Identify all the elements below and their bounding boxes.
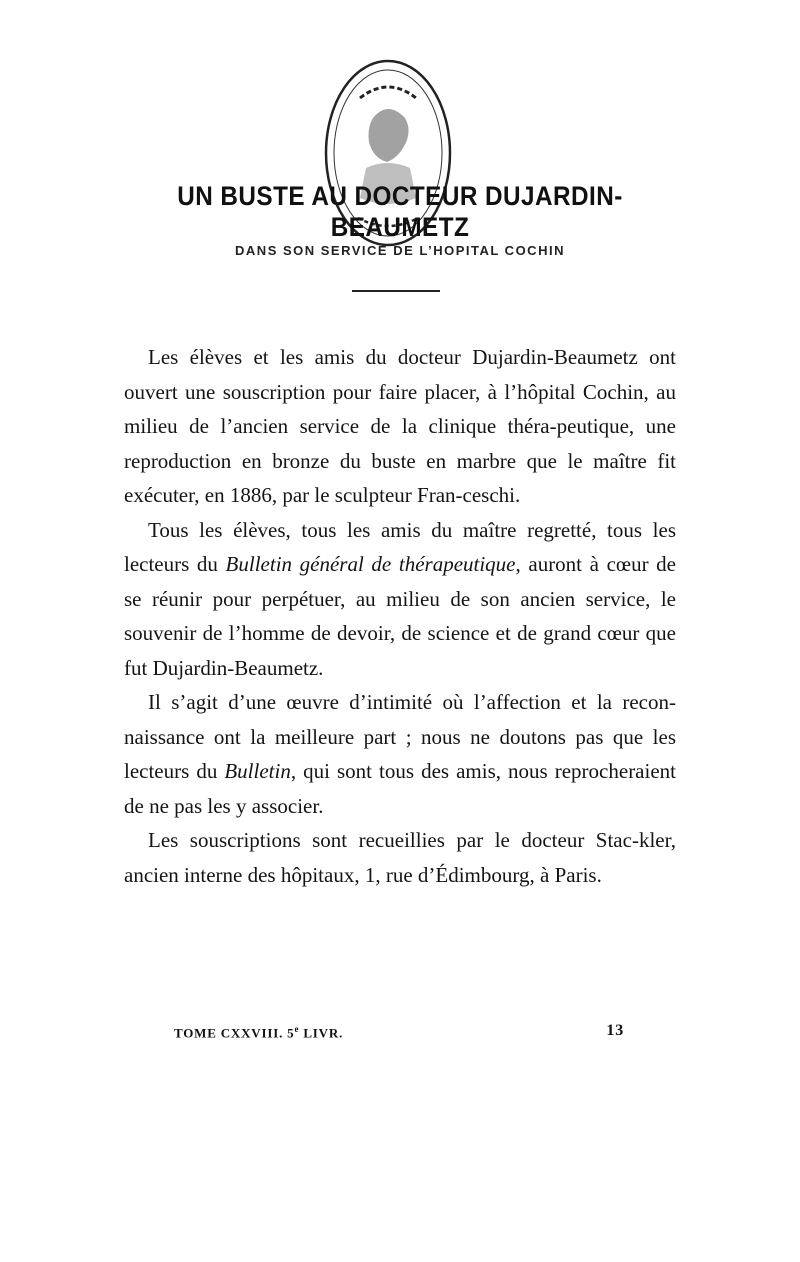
signature-mark (174, 1024, 343, 1041)
journal-title: Bulletin (224, 759, 291, 783)
signature-text: TOME CXXVIII. 5 (174, 1025, 295, 1041)
paragraph-text: , qui sont tous des amis, nous reprocheraient de ne pas les y associer. (124, 759, 676, 818)
paragraph (124, 823, 676, 892)
article-body (124, 340, 676, 892)
paragraph-text: Les élèves et les amis du docteur Dujardin-Beaumetz ont ouvert une souscription pour faire placer, à l’hôpital Cochin, au milieu de l’ancien service de la clinique théra-peutique, une reproduction en bronze du buste en marbre que le maître fit exécuter, en 1886, par le sculpteur Fran-ceschi. (124, 345, 676, 507)
signature-superscript: e (294, 1024, 300, 1034)
article-title: UN BUSTE AU DOCTEUR DUJARDIN-BEAUMETZ (177, 181, 623, 242)
page-number: 13 (606, 1022, 624, 1039)
paragraph (124, 685, 676, 823)
title-divider (352, 290, 440, 292)
paragraph-text: Tous les élèves, tous les amis du maître regretté, tous les lecteurs du (124, 517, 676, 576)
paragraph (124, 340, 676, 513)
paragraph-text: , auront à cœur de se réunir pour perpétuer, au milieu de son ancien service, le souvenir de l’homme de devoir, de science et de grand cœur que fut Dujardin-Beaumetz. (124, 552, 676, 680)
article-subtitle: DANS SON SERVICE DE L’HOPITAL COCHIN (235, 243, 565, 258)
paragraph-text: Les souscriptions sont recueillies par le docteur Stac-kler, ancien interne des hôpitaux, 1, rue d’Édimbourg, à Paris. (124, 828, 676, 887)
journal-title: Bulletin général de thérapeutique (225, 552, 516, 576)
paragraph (124, 513, 676, 686)
signature-text-end: LIVR. (299, 1025, 344, 1041)
paragraph-text: Il s’agit d’une œuvre d’intimité où l’affection et la recon-naissance ont la meilleure part ; nous ne doutons pas que les lecteurs du (124, 690, 676, 783)
